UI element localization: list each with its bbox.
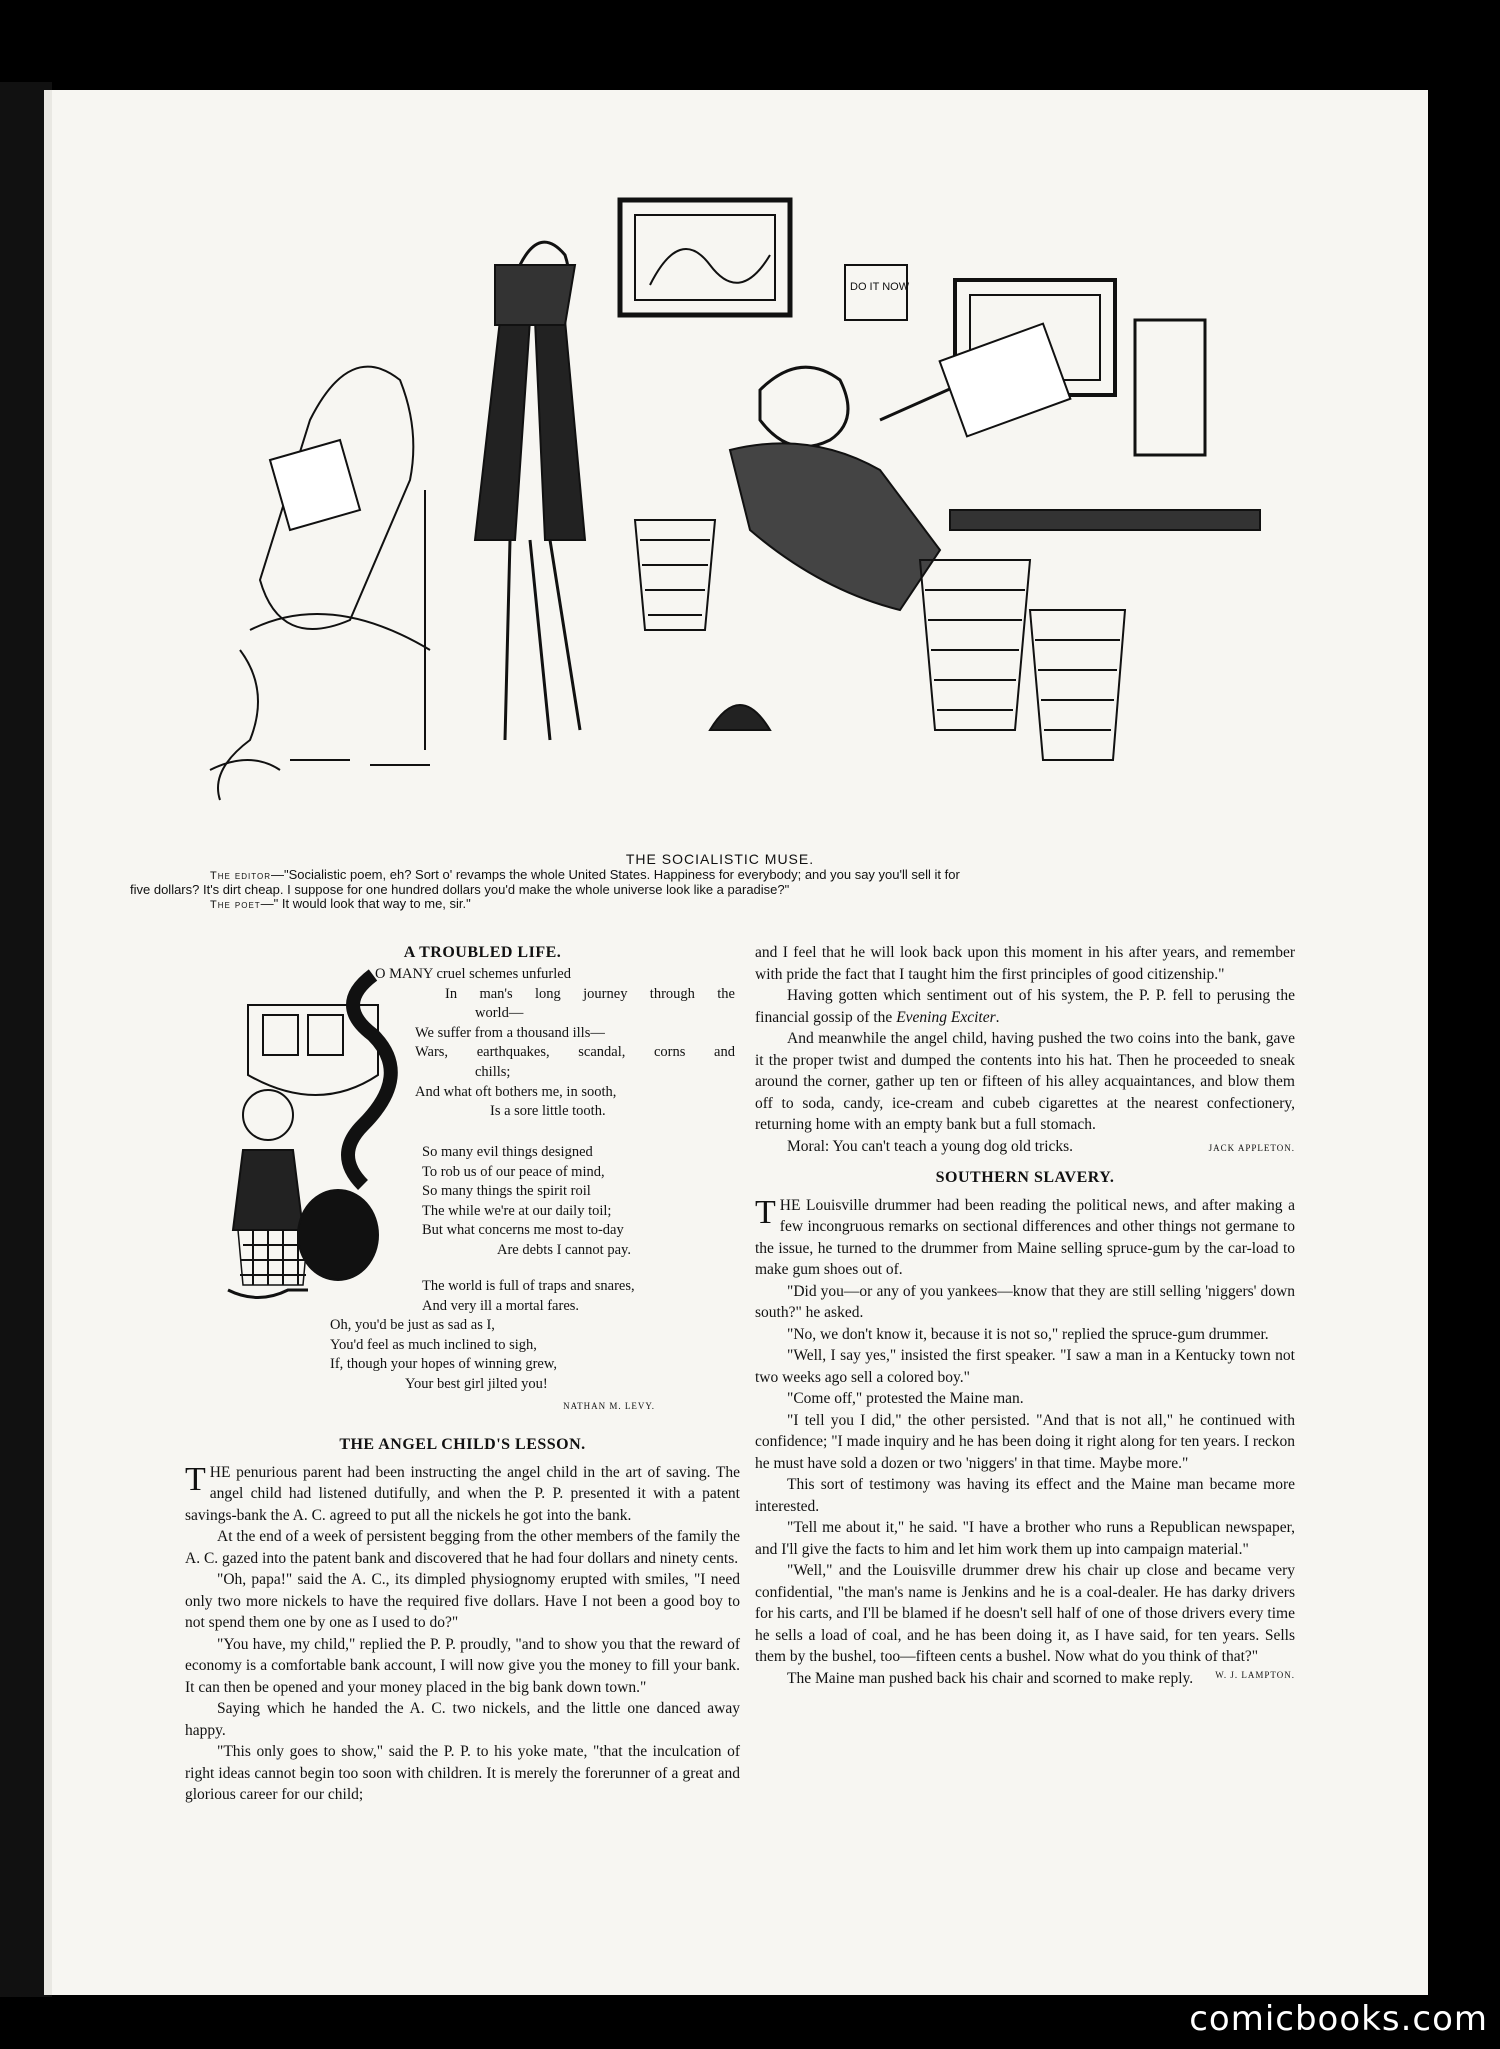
poem-title: A TROUBLED LIFE. [403, 944, 562, 961]
cartoon-illustration [190, 90, 1310, 850]
angel-c2-text: Having gotten which sentiment out of his system, the P. P. fell to perusing the financial gossip of the [755, 987, 1295, 1026]
angel-p5: Saying which he handed the A. C. two nickels, and the little one danced away happy. [185, 1700, 740, 1739]
angel-c3: And meanwhile the angel child, having pushed the two coins into the bank, gave it the proper twist and dumped the contents into his hat. Then he proceeded to sneak around the corner, gather up ten or fifteen of his alley acquaintances, and blow them off to soda, candy, ice-cream and cubeb cigarettes at the nearest confectionery, returning home with an empty bank but a full stomach. [755, 1030, 1295, 1133]
poem-line: O MANY cruel schemes unfurled [375, 966, 571, 982]
poem-line: So many evil things designed [422, 1144, 593, 1160]
poem-line: chills; [475, 1063, 511, 1080]
drop-cap: T [185, 1460, 206, 1498]
newspaper-title: Evening Exciter [896, 1008, 996, 1026]
poem-line: In man's long journey through the [445, 985, 735, 1002]
angel-title: THE ANGEL CHILD'S LESSON. [339, 1436, 586, 1453]
slavery-p4: "Well, I say yes," insisted the first speaker. "I saw a man in a Kentucky town not two weeks ago sell a colored boy." [755, 1347, 1295, 1386]
poem-illustration [208, 965, 423, 1320]
poem-line: The world is full of traps and snares, [422, 1278, 635, 1294]
sign-text: DO IT NOW [850, 281, 910, 293]
watermark: comicbooks.com [1189, 1999, 1488, 2039]
poet-line: —" It would look that way to me, sir." [260, 896, 471, 911]
angel-c2-end: . [995, 1008, 1000, 1026]
poem-line: world— [475, 1005, 524, 1022]
wall-painting [620, 200, 790, 315]
slavery-p2: "Did you—or any of you yankees—know that they are still selling 'niggers' down south?" he asked. [755, 1282, 1295, 1321]
poem-line: And very ill a mortal fares. [422, 1297, 580, 1314]
slavery-author: W. J. LAMPTON. [1215, 1669, 1295, 1680]
poem-line: Is a sore little tooth. [490, 1103, 606, 1120]
slavery-p1: HE Louisville drummer had been reading the political news, and after making a few incongruous remarks on sectional differences and other things not germane to the issue, he turned to the drummer from Maine selling spruce-gum by the car-load to make gum shoes out of. [755, 1196, 1295, 1278]
angel-p1: HE penurious parent had been instructing the angel child in the art of saving. The angel child had listened dutifully, and when the P. P. presented it with a patent savings-bank the A. C. agreed to put all the nickels he got into the bank. [185, 1463, 740, 1524]
man-head [243, 1090, 293, 1140]
angel-p2: At the end of a week of persistent begging from the other members of the family the A. C. gazed into the patent bank and discovered that he had four dollars and ninety cents. [185, 1528, 740, 1567]
poem-line: Wars, earthquakes, scandal, corns and [415, 1044, 735, 1061]
slavery-title: SOUTHERN SLAVERY. [935, 1169, 1115, 1186]
editor-label: The editor [210, 870, 271, 882]
poem-line: But what concerns me most to-day [422, 1222, 624, 1239]
waste-basket-3 [1030, 610, 1125, 760]
cartoon-caption [130, 852, 1310, 912]
editor-line-2: five dollars? It's dirt cheap. I suppose for one hundred dollars you'd make the whole universe look like a paradise?" [130, 882, 790, 897]
poem-line: So many things the spirit roil [422, 1183, 591, 1200]
poet-label: The poet [210, 899, 261, 911]
poem-line: We suffer from a thousand ills— [415, 1024, 605, 1041]
hat [710, 705, 770, 730]
drop-cap: T [755, 1193, 776, 1231]
slavery-p5: "Come off," protested the Maine man. [787, 1390, 1024, 1407]
slavery-p7: This sort of testimony was having its effect and the Maine man became more interested. [755, 1476, 1295, 1515]
poem-stanza-1 [375, 965, 735, 1122]
poem-stanza-2 [422, 1143, 742, 1261]
poem-author: NATHAN M. LEVY. [563, 1400, 655, 1411]
angel-p4: "You have, my child," replied the P. P. proudly, "and to show you that the reward of economy is a comfortable bank account, I will now give you the money to fill your bank. It can then be opened and your money placed in the big bank down town." [185, 1635, 740, 1696]
poem-line: To rob us of our peace of mind, [422, 1163, 605, 1180]
poem-line: Are debts I cannot pay. [497, 1241, 631, 1258]
angel-c1: and I feel that he will look back upon this moment in his after years, and remember with pride the fact that I taught him the first principles of good citizenship." [755, 944, 1295, 983]
page-edge [44, 90, 52, 1995]
slavery-p9: "Well," and the Louisville drummer drew his chair up close and became very confidential, "the man's name is Jenkins and he is a coal-dealer. He has darky drivers for his carts, and I'll be blamed if he doesn't sell half of one of those drivers every time he sells a load of coal, and he has been doing it, as I have said, for ten years. Sells them by the bushel, too—fifteen cents a bushel. Now what do you think of that?" [755, 1562, 1295, 1665]
calendar [1135, 320, 1205, 455]
angel-c2 [755, 985, 1295, 1028]
poem-line: And what oft bothers me, in sooth, [415, 1083, 617, 1100]
angel-story-left [185, 1432, 740, 1806]
angel-story-right [755, 942, 1295, 1689]
caption-title: THE SOCIALISTIC MUSE. [625, 851, 815, 867]
angel-author: JACK APPLETON. [1208, 1142, 1295, 1153]
slavery-p6: "I tell you I did," the other persisted. "And that is not all," he continued with confidence; "I made inquiry and he has been doing it right along for ten years. I reckon he must have sold a dozen or two 'niggers' in that time. Maybe more." [755, 1411, 1295, 1472]
editor-line-1: —"Socialistic poem, eh? Sort o' revamps the whole United States. Happiness for everybody; and you say you'll sell it for [270, 867, 960, 882]
slavery-p10: The Maine man pushed back his chair and scorned to make reply. [787, 1669, 1194, 1687]
poem-line: You'd feel as much inclined to sigh, [330, 1336, 537, 1353]
poem-stanza-3 [330, 1277, 660, 1416]
angel-p6: "This only goes to show," said the P. P. to his yoke mate, "that the inculcation of right ideas cannot begin too soon with children. It is merely the forerunner of a great and glorious career for our child; [185, 1743, 740, 1803]
slavery-p8: "Tell me about it," he said. "I have a brother who runs a Republican newspaper, and I'll give the facts to him and let him work them up into campaign material." [755, 1519, 1295, 1558]
angel-p3: "Oh, papa!" said the A. C., its dimpled physiognomy erupted with smiles, "I need only two more nickels to have the required five dollars. Have I not been a good boy to not spend them one by one as I used to do?" [185, 1571, 740, 1631]
poem-line: Oh, you'd be just as sad as I, [330, 1317, 495, 1334]
poem-line: If, though your hopes of winning grew, [330, 1356, 557, 1373]
waste-basket [635, 520, 715, 630]
waste-basket-2 [920, 560, 1030, 730]
poem-line: Your best girl jilted you! [405, 1375, 548, 1392]
poem-line: The while we're at our daily toil; [422, 1202, 612, 1219]
slavery-p3: "No, we don't know it, because it is not so," replied the spruce-gum drummer. [787, 1325, 1269, 1343]
angel-moral: Moral: You can't teach a young dog old tricks. [787, 1137, 1074, 1155]
